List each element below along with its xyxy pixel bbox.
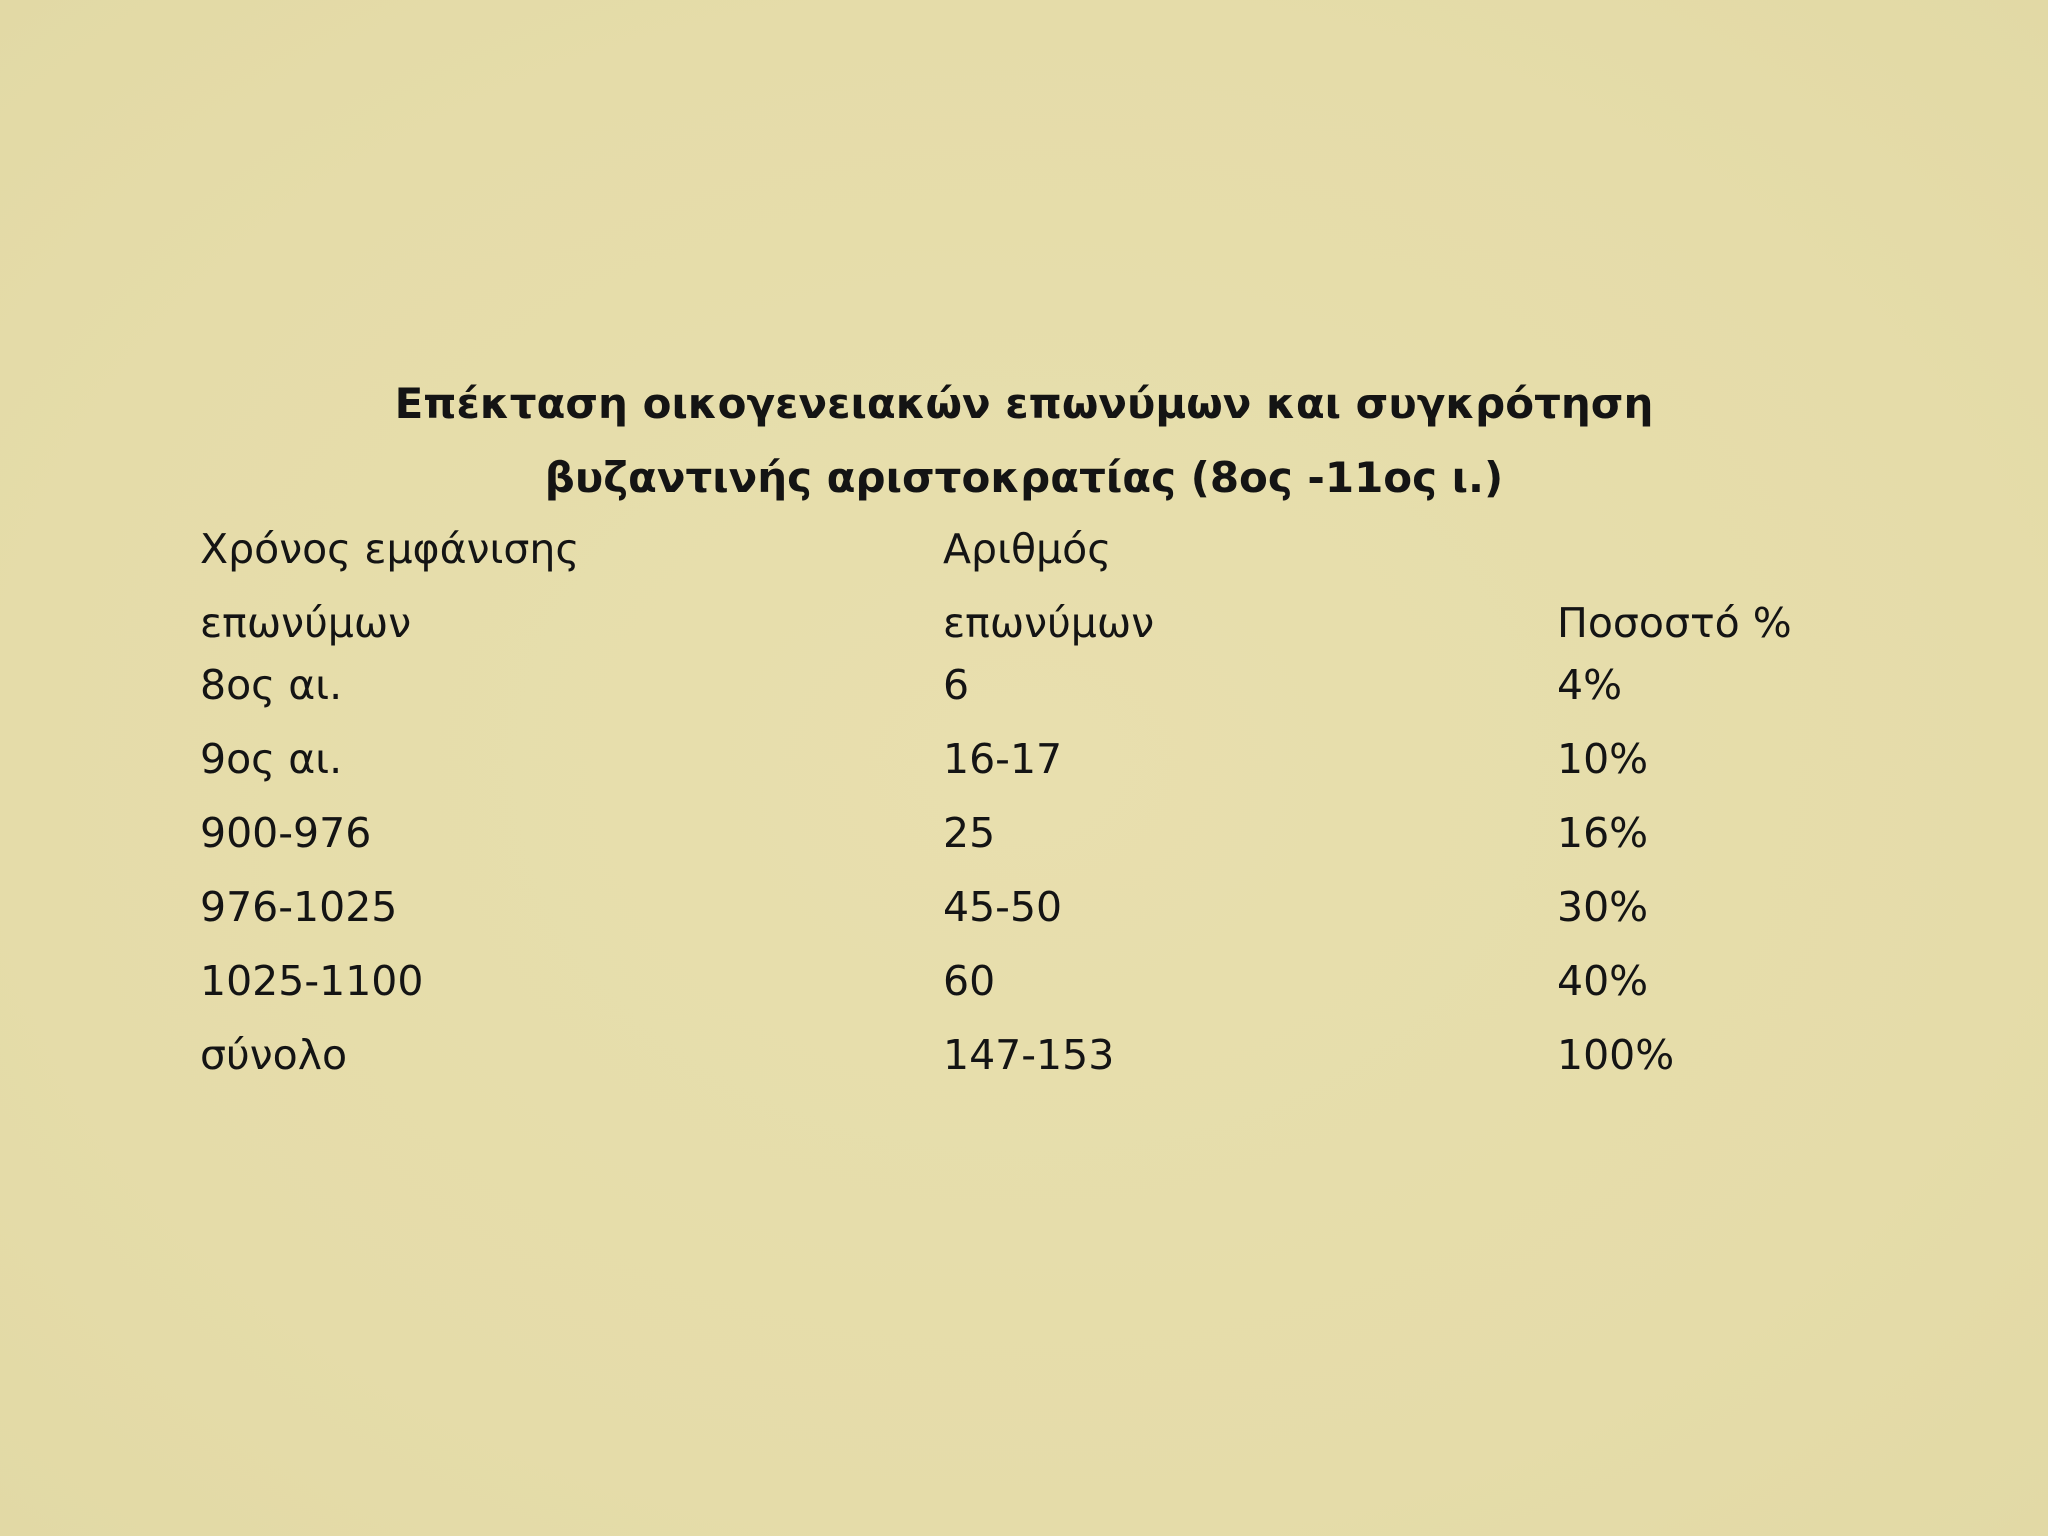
header-percent: Ποσοστό % — [1557, 599, 1792, 647]
header-count-line-2: επωνύμων — [943, 599, 1155, 647]
header-count-line-1: Αριθμός — [943, 525, 1112, 573]
table-cell-period: 1025-1100 — [200, 957, 424, 1005]
table-cell-count: 60 — [943, 957, 996, 1005]
table-cell-period: 900-976 — [200, 809, 372, 857]
header-period-line-1: Χρόνος εμφάνισης — [200, 525, 580, 573]
slide-title-line-2: βυζαντινής αριστοκρατίας (8ος -11ος ι.) — [544, 453, 1504, 502]
header-period-line-2: επωνύμων — [200, 599, 412, 647]
table-cell-count: 6 — [943, 661, 970, 709]
table-cell-period: 976-1025 — [200, 883, 398, 931]
table-cell-period: 9ος αι. — [200, 735, 343, 783]
table-cell-percent: 30% — [1557, 883, 1649, 931]
table-cell-percent: 40% — [1557, 957, 1649, 1005]
table-cell-percent: 100% — [1557, 1031, 1675, 1079]
table-cell-period: 8ος αι. — [200, 661, 343, 709]
table-cell-count: 147-153 — [943, 1031, 1115, 1079]
table-cell-percent: 16% — [1557, 809, 1649, 857]
table-cell-count: 16-17 — [943, 735, 1063, 783]
table-cell-period: σύνολο — [200, 1031, 348, 1079]
table-cell-percent: 10% — [1557, 735, 1649, 783]
slide-title-line-1: Επέκταση οικογενειακών επωνύμων και συγκρότηση — [394, 379, 1654, 428]
table-cell-percent: 4% — [1557, 661, 1623, 709]
table-cell-count: 25 — [943, 809, 996, 857]
table-cell-count: 45-50 — [943, 883, 1063, 931]
